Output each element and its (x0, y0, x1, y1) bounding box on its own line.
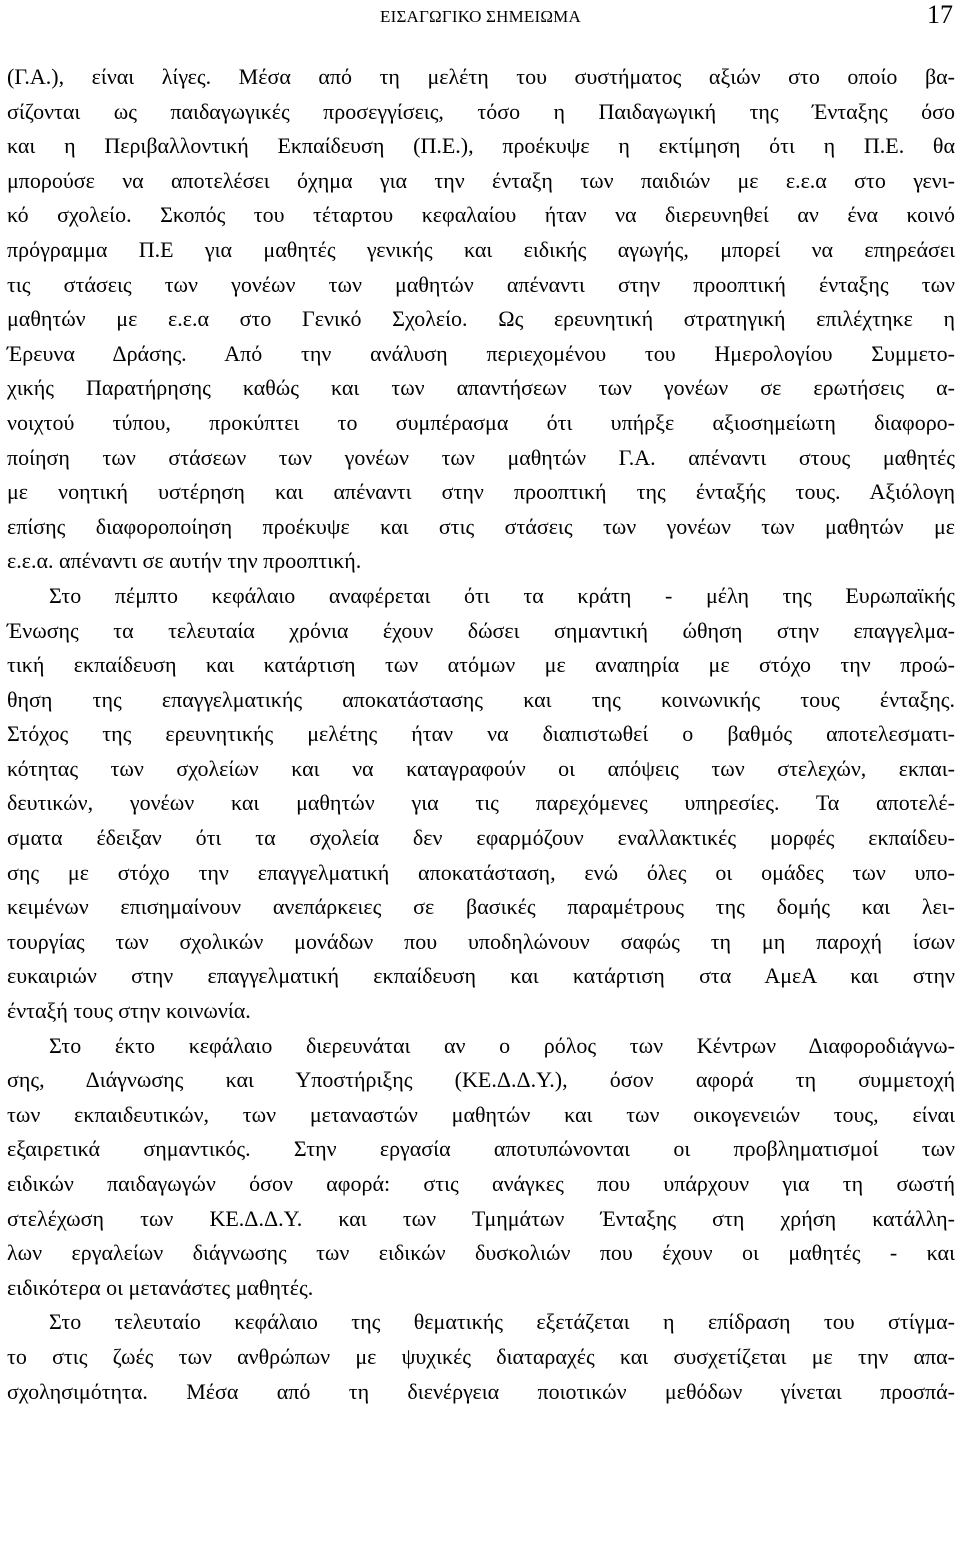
text-line: δευτικών, γονέων και μαθητών για τις παρεχόμενες υπηρεσίες. Τα αποτελέ- (7, 790, 955, 816)
text-line: σης με στόχο την επαγγελματική αποκατάσταση, ενώ όλες οι ομάδες των υπο- (7, 859, 955, 885)
text-line: τική εκπαίδευση και κατάρτιση των ατόμων με αναπηρία με στόχο την προώ- (7, 652, 955, 678)
running-head: ΕΙΣΑΓΩΓΙΚΟ ΣΗΜΕΙΩΜΑ (380, 7, 581, 26)
text-line: με νοητική υστέρηση και απέναντι στην προοπτική της ένταξής τους. Αξιόλογη (7, 479, 955, 505)
paragraph (7, 579, 955, 1029)
text-line: και η Περιβαλλοντική Εκπαίδευση (Π.Ε.), προέκυψε η εκτίμηση ότι η Π.Ε. θα (7, 133, 955, 159)
text-line: κειμένων επισημαίνουν ανεπάρκειες σε βασικές παραμέτρους της δομής και λει- (7, 894, 955, 920)
text-line: νοιχτού τύπου, προκύπτει το συμπέρασμα ότι υπήρξε αξιοσημείωτη διαφορο- (7, 409, 955, 435)
text-line: λων εργαλείων διάγνωσης των ειδικών δυσκολιών που έχουν οι μαθητές - και (7, 1240, 955, 1266)
body-text (7, 60, 955, 1409)
text-line: Ένωσης τα τελευταία χρόνια έχουν δώσει σημαντική ώθηση στην επαγγελμα- (7, 617, 955, 643)
text-line: εξαιρετικά σημαντικός. Στην εργασία αποτυπώνονται οι προβληματισμοί των (7, 1136, 955, 1162)
text-line: σης, Διάγνωσης και Υποστήριξης (ΚΕ.Δ.Δ.Υ.), όσον αφορά τη συμμετοχή (7, 1067, 955, 1093)
text-line: ένταξή τους στην κοινωνία. (7, 998, 251, 1024)
paragraph (7, 60, 955, 579)
paragraph (7, 1029, 955, 1306)
paragraph (7, 1305, 955, 1409)
text-line: μαθητών με ε.ε.α στο Γενικό Σχολείο. Ως ερευνητική στρατηγική επιλέχτηκε η (7, 306, 955, 332)
text-line: (Γ.Α.), είναι λίγες. Μέσα από τη μελέτη του συστήματος αξιών στο οποίο βα- (7, 64, 955, 89)
text-line: των εκπαιδευτικών, των μεταναστών μαθητών και των οικογενειών τους, είναι (7, 1101, 955, 1127)
text-line: ποίηση των στάσεων των γονέων των μαθητών Γ.Α. απέναντι στους μαθητές (7, 444, 955, 470)
text-line: σματα έδειξαν ότι τα σχολεία δεν εφαρμόζουν εναλλακτικές μορφές εκπαίδευ- (7, 825, 955, 851)
text-line: Στο τελευταίο κεφάλαιο της θεματικής εξετάζεται η επίδραση του στίγμα- (49, 1309, 955, 1335)
text-line: σίζονται ως παιδαγωγικές προσεγγίσεις, τόσο η Παιδαγωγική της Ένταξης όσο (7, 98, 955, 124)
text-line: Στο έκτο κεφάλαιο διερευνάται αν ο ρόλος των Κέντρων Διαφοροδιάγνω- (49, 1032, 955, 1058)
text-line: ευκαιριών στην επαγγελματική εκπαίδευση και κατάρτιση στα ΑμεΑ και στην (7, 963, 955, 989)
text-line: Έρευνα Δράσης. Από την ανάλυση περιεχομένου του Ημερολογίου Συμμετο- (7, 340, 955, 366)
text-line: μπορούσε να αποτελέσει όχημα για την ένταξη των παιδιών με ε.ε.α στο γενι- (7, 167, 955, 193)
text-line: ειδικότερα οι μετανάστες μαθητές. (7, 1274, 314, 1300)
text-line: χικής Παρατήρησης καθώς και των απαντήσεων των γονέων σε ερωτήσεις α- (7, 375, 955, 401)
text-line: τουργίας των σχολικών μονάδων που υποδηλώνουν σαφώς τη μη παροχή ίσων (7, 928, 955, 954)
text-line: σχολησιμότητα. Μέσα από τη διενέργεια ποιοτικών μεθόδων γίνεται προσπά- (7, 1378, 955, 1404)
text-line: στελέχωση των ΚΕ.Δ.Δ.Υ. και των Τμημάτων Ένταξης στη χρήση κατάλλη- (7, 1205, 955, 1231)
text-line: κό σχολείο. Σκοπός του τέταρτου κεφαλαίου ήταν να διερευνηθεί αν ένα κοινό (7, 202, 955, 228)
text-line: Στο πέμπτο κεφάλαιο αναφέρεται ότι τα κράτη - μέλη της Ευρωπαϊκής (49, 582, 955, 608)
page-number: 17 (927, 0, 953, 29)
text-line: Στόχος της ερευνητικής μελέτης ήταν να διαπιστωθεί ο βαθμός αποτελεσματι- (7, 721, 955, 747)
text-line: πρόγραμμα Π.Ε για μαθητές γενικής και ειδικής αγωγής, μπορεί να επηρεάσει (7, 236, 955, 262)
text-line: το στις ζωές των ανθρώπων με ψυχικές διαταραχές και συσχετίζεται με την απα- (7, 1343, 955, 1369)
page-header (0, 0, 960, 40)
text-line: ε.ε.α. απέναντι σε αυτήν την προοπτική. (7, 548, 362, 574)
text-line: ειδικών παιδαγωγών όσον αφορά: στις ανάγκες που υπάρχουν για τη σωστή (7, 1171, 955, 1196)
text-line: κότητας των σχολείων και να καταγραφούν οι απόψεις των στελεχών, εκπαι- (7, 755, 955, 781)
text-line: επίσης διαφοροποίηση προέκυψε και στις στάσεις των γονέων των μαθητών με (7, 513, 955, 539)
text-line: θηση της επαγγελματικής αποκατάστασης και της κοινωνικής τους ένταξης. (7, 686, 955, 712)
text-line: τις στάσεις των γονέων των μαθητών απέναντι στην προοπτική ένταξης των (7, 271, 955, 297)
